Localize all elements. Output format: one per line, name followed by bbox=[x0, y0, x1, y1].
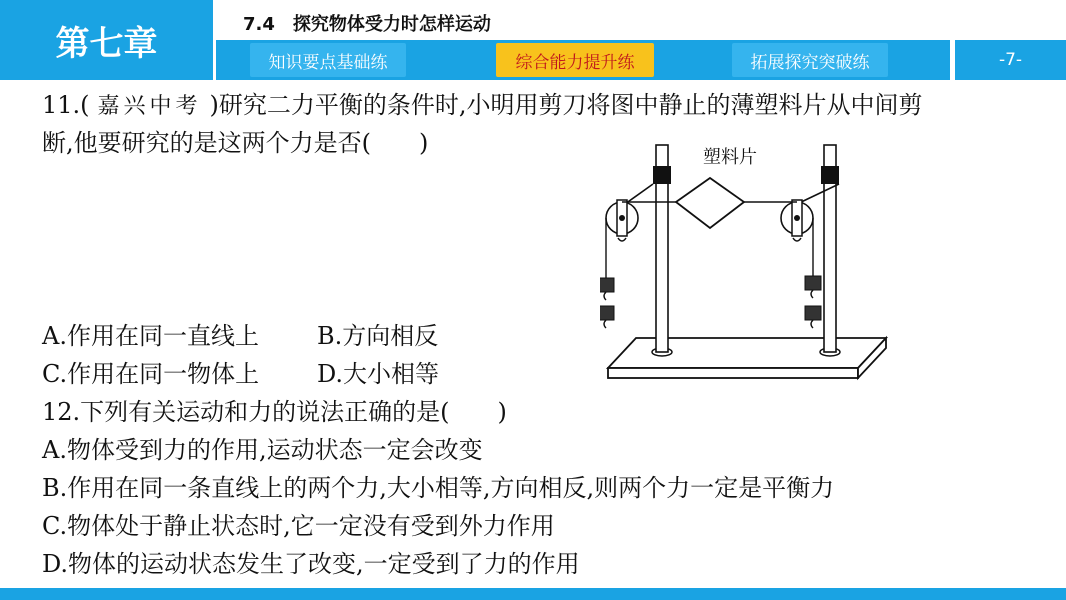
question-11-option-a: A.作用在同一直线上 bbox=[42, 322, 259, 350]
right-weights bbox=[805, 276, 821, 328]
tab-basic-practice[interactable]: 知识要点基础练 bbox=[250, 43, 406, 77]
question-11-number: 11.( bbox=[42, 91, 90, 119]
base-board-top bbox=[608, 338, 886, 368]
bottom-bar bbox=[0, 588, 1066, 600]
figure-label-plastic-card: 塑料片 bbox=[703, 147, 757, 168]
question-11-line-2: 断,他要研究的是这两个力是否( ) bbox=[42, 129, 429, 157]
page-number: -7- bbox=[955, 40, 1066, 80]
question-12-option-c: C.物体处于静止状态时,它一定没有受到外力作用 bbox=[42, 512, 555, 540]
base-board-front bbox=[608, 368, 858, 378]
question-12-stem: 12.下列有关运动和力的说法正确的是( ) bbox=[42, 398, 507, 426]
question-12-option-a: A.物体受到力的作用,运动状态一定会改变 bbox=[42, 436, 483, 464]
question-12-option-d: D.物体的运动状态发生了改变,一定受到了力的作用 bbox=[42, 550, 580, 578]
question-11-option-b: B.方向相反 bbox=[317, 322, 439, 350]
tab-comprehensive-practice[interactable]: 综合能力提升练 bbox=[496, 43, 654, 77]
tab-extension-practice[interactable]: 拓展探究突破练 bbox=[732, 43, 888, 77]
question-11-source: 嘉兴中考 bbox=[97, 94, 202, 119]
question-11-option-c: C.作用在同一物体上 bbox=[42, 360, 260, 388]
question-11-stem: )研究二力平衡的条件时,小明用剪刀将图中静止的薄塑料片从中间剪 bbox=[209, 91, 923, 119]
question-11-line-1 bbox=[42, 93, 923, 118]
left-pulley bbox=[606, 200, 638, 241]
question-12-option-b: B.作用在同一条直线上的两个力,大小相等,方向相反,则两个力一定是平衡力 bbox=[42, 474, 835, 502]
balance-apparatus-figure bbox=[600, 135, 890, 385]
chapter-title: 第七章 bbox=[0, 0, 213, 80]
question-11-option-d: D.大小相等 bbox=[317, 360, 440, 388]
tab-bar bbox=[216, 40, 950, 80]
right-pulley bbox=[781, 200, 813, 241]
left-weights bbox=[600, 278, 614, 328]
section-title: 7.4 探究物体受力时怎样运动 bbox=[243, 14, 491, 35]
plastic-card bbox=[676, 178, 744, 228]
left-stand bbox=[652, 145, 672, 356]
right-stand bbox=[820, 145, 840, 356]
